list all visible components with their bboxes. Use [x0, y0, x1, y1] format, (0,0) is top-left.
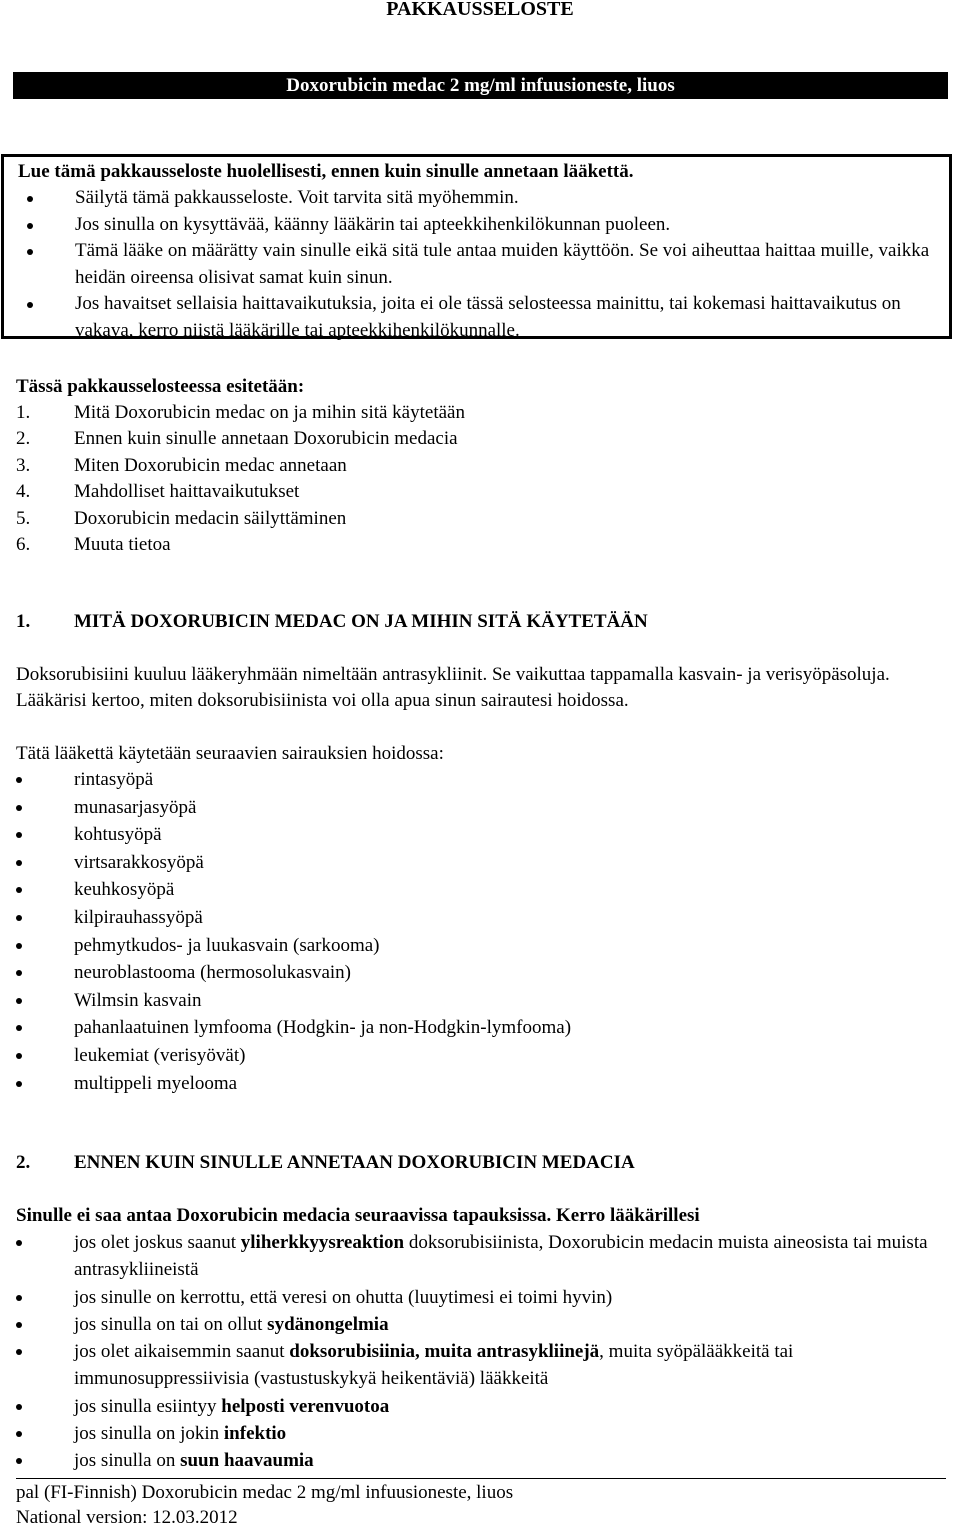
contraindication-item — [16, 1229, 946, 1284]
disease-text: pahanlaatuinen lymfooma (Hodgkin- ja non-Hodgkin-lymfooma) — [74, 1017, 572, 1039]
bullet-icon — [16, 943, 22, 949]
item-bold-text: doksorubisiinia, muita antrasykliinejä — [289, 1341, 600, 1363]
section-2-heading — [16, 1150, 635, 1176]
item-text: jos sinulle on kerrottu, että veresi on ohutta (luuytimesi ei toimi hyvin) — [74, 1286, 613, 1308]
disease-item — [16, 904, 946, 932]
toc-heading: Tässä pakkausselosteessa esitetään: — [16, 376, 305, 397]
bullet-icon — [16, 1025, 22, 1031]
disease-text: virtsarakkosyöpä — [74, 851, 204, 873]
item-text-after: doksorubisiinista, Doxorubicin medacin muista aineosista tai muista antrasykliineistä — [74, 1232, 928, 1281]
toc-item-text: Doxorubicin medacin säilyttäminen — [74, 507, 347, 529]
bullet-icon — [16, 1404, 22, 1410]
disease-item — [16, 794, 946, 822]
disease-text: pehmytkudos- ja luukasvain (sarkooma) — [74, 934, 380, 956]
contraindication-item — [16, 1311, 946, 1338]
contraindication-item — [16, 1420, 946, 1447]
toc-item-number: 2. — [16, 428, 31, 450]
item-text: jos olet aikaisemmin saanut — [74, 1341, 290, 1363]
toc-item-text: Mahdolliset haittavaikutukset — [74, 481, 300, 503]
disease-text: kilpirauhassyöpä — [74, 906, 203, 928]
section-1-heading — [16, 609, 648, 635]
contraindication-list — [16, 1229, 946, 1475]
item-text: jos sinulla on — [74, 1450, 181, 1472]
item-text: jos sinulla esiintyy — [74, 1395, 222, 1417]
contraindication-item — [16, 1338, 946, 1393]
toc-item — [16, 532, 465, 558]
toc-item-text: Ennen kuin sinulle annetaan Doxorubicin medacia — [74, 428, 458, 450]
bullet-icon — [16, 915, 22, 921]
toc-item-text: Mitä Doxorubicin medac on ja mihin sitä käytetään — [74, 402, 465, 423]
toc-item-number: 6. — [16, 534, 31, 556]
intro-box — [1, 154, 952, 339]
bullet-icon — [27, 223, 33, 229]
bullet-icon — [16, 860, 22, 866]
disease-item — [16, 932, 946, 960]
toc-item — [16, 506, 465, 532]
section-2-subheading: Sinulle ei saa antaa Doxorubicin medacia seuraavissa tapauksissa. Kerro lääkärillesi — [16, 1205, 700, 1226]
bullet-icon — [27, 302, 33, 308]
section-1-number: 1. — [16, 611, 31, 632]
intro-bullet-text: Jos sinulla on kysyttävää, käänny lääkärin tai apteekkihenkilökunnan puoleen. — [75, 213, 671, 235]
bullet-icon — [16, 998, 22, 1004]
document-title: PAKKAUSSELOSTE — [386, 0, 574, 20]
bullet-icon — [16, 832, 22, 838]
intro-bullet-item — [18, 185, 948, 212]
bullet-icon — [16, 1240, 22, 1246]
bullet-icon — [16, 1322, 22, 1328]
toc-item — [16, 426, 465, 452]
disease-text: Wilmsin kasvain — [74, 989, 202, 1011]
disease-item — [16, 821, 946, 849]
disease-item — [16, 959, 946, 987]
disease-text: rintasyöpä — [74, 769, 154, 790]
disease-list — [16, 766, 946, 1097]
bullet-icon — [16, 1431, 22, 1437]
disease-item — [16, 876, 946, 904]
intro-bullets — [18, 185, 948, 344]
bullet-icon — [16, 1295, 22, 1301]
toc-item-number: 3. — [16, 454, 31, 476]
intro-bullet-item — [18, 238, 948, 291]
bullet-icon — [27, 249, 33, 255]
contraindication-item — [16, 1284, 946, 1311]
footer-version-line: National version: 12.03.2012 — [16, 1507, 238, 1528]
item-bold-text: sydänongelmia — [267, 1313, 389, 1335]
toc-item-text: Miten Doxorubicin medac annetaan — [74, 454, 347, 476]
product-banner: Doxorubicin medac 2 mg/ml infuusioneste, liuos — [13, 72, 948, 99]
intro-bullet-text: Jos havaitset sellaisia haittavaikutuksia, joita ei ole tässä selosteessa mainittu, tai kokemasi haittavaikutus on vakava, kerro niistä lääkärille tai apteekkihenkilökunnalle. — [75, 293, 901, 341]
disease-text: munasarjasyöpä — [74, 796, 197, 818]
disease-item — [16, 849, 946, 877]
section-1-list-intro: Tätä lääkettä käytetään seuraavien sairauksien hoidossa: — [16, 743, 444, 764]
toc-item-number: 4. — [16, 481, 31, 503]
intro-bullet-item — [18, 291, 948, 344]
intro-bullet-text: Säilytä tämä pakkausseloste. Voit tarvita sitä myöhemmin. — [75, 187, 519, 208]
bullet-icon — [16, 1081, 22, 1087]
disease-text: kohtusyöpä — [74, 824, 162, 846]
toc-item-number: 1. — [16, 402, 31, 423]
section-1-paragraph: Doksorubisiini kuuluu lääkeryhmään nimeltään antrasykliinit. Se vaikuttaa tappamalla kasvain- ja verisyöpäsoluja. Lääkärisi kertoo, miten doksorubisiinista voi olla apua sinun sairautesi hoidossa. — [16, 664, 890, 711]
bullet-icon — [16, 805, 22, 811]
disease-item — [16, 766, 946, 794]
section-1-title: MITÄ DOXORUBICIN MEDAC ON JA MIHIN SITÄ KÄYTETÄÄN — [74, 611, 648, 632]
item-text: jos olet joskus saanut — [74, 1232, 241, 1253]
bullet-icon — [27, 196, 33, 202]
section-2-title: ENNEN KUIN SINULLE ANNETAAN DOXORUBICIN MEDACIA — [74, 1152, 635, 1173]
intro-lead: Lue tämä pakkausseloste huolellisesti, ennen kuin sinulle annetaan lääkettä. — [18, 161, 634, 182]
contraindication-item — [16, 1447, 946, 1474]
bullet-icon — [16, 1053, 22, 1059]
toc-item — [16, 453, 465, 479]
item-text-after: , muita syöpälääkkeitä tai immunosuppressiivisia (vastustuskykyä heikentäviä) lääkkeitä — [74, 1341, 794, 1390]
bullet-icon — [16, 777, 22, 783]
bullet-icon — [16, 1349, 22, 1355]
intro-bullet-item — [18, 212, 948, 239]
footer-product-line: pal (FI-Finnish) Doxorubicin medac 2 mg/ml infuusioneste, liuos — [16, 1482, 514, 1503]
item-bold-text: suun haavaumia — [180, 1450, 314, 1472]
toc-item — [16, 400, 465, 426]
bullet-icon — [16, 1458, 22, 1464]
section-2-number: 2. — [16, 1152, 31, 1173]
contraindication-item — [16, 1393, 946, 1420]
footer-divider — [16, 1478, 946, 1479]
item-bold-text: yliherkkyysreaktion — [240, 1232, 405, 1253]
item-text: jos sinulla on tai on ollut — [74, 1313, 268, 1335]
toc-item-number: 5. — [16, 507, 31, 529]
disease-item — [16, 1014, 946, 1042]
disease-text: keuhkosyöpä — [74, 879, 175, 901]
item-text: jos sinulla on jokin — [74, 1423, 224, 1445]
toc-item — [16, 479, 465, 505]
disease-text: leukemiat (verisyövät) — [74, 1044, 246, 1066]
item-bold-text: infektio — [223, 1423, 287, 1445]
disease-item — [16, 1070, 946, 1098]
table-of-contents — [16, 400, 465, 558]
disease-text: multippeli myelooma — [74, 1072, 238, 1094]
bullet-icon — [16, 970, 22, 976]
item-bold-text: helposti verenvuotoa — [221, 1395, 390, 1417]
disease-text: neuroblastooma (hermosolukasvain) — [74, 962, 352, 984]
toc-item-text: Muuta tietoa — [74, 534, 171, 556]
intro-bullet-text: Tämä lääke on määrätty vain sinulle eikä sitä tule antaa muiden käyttöön. Se voi aiheuttaa haittaa muille, vaikka heidän oireensa olisivat samat kuin sinun. — [75, 240, 930, 288]
bullet-icon — [16, 887, 22, 893]
disease-item — [16, 1042, 946, 1070]
disease-item — [16, 987, 946, 1015]
